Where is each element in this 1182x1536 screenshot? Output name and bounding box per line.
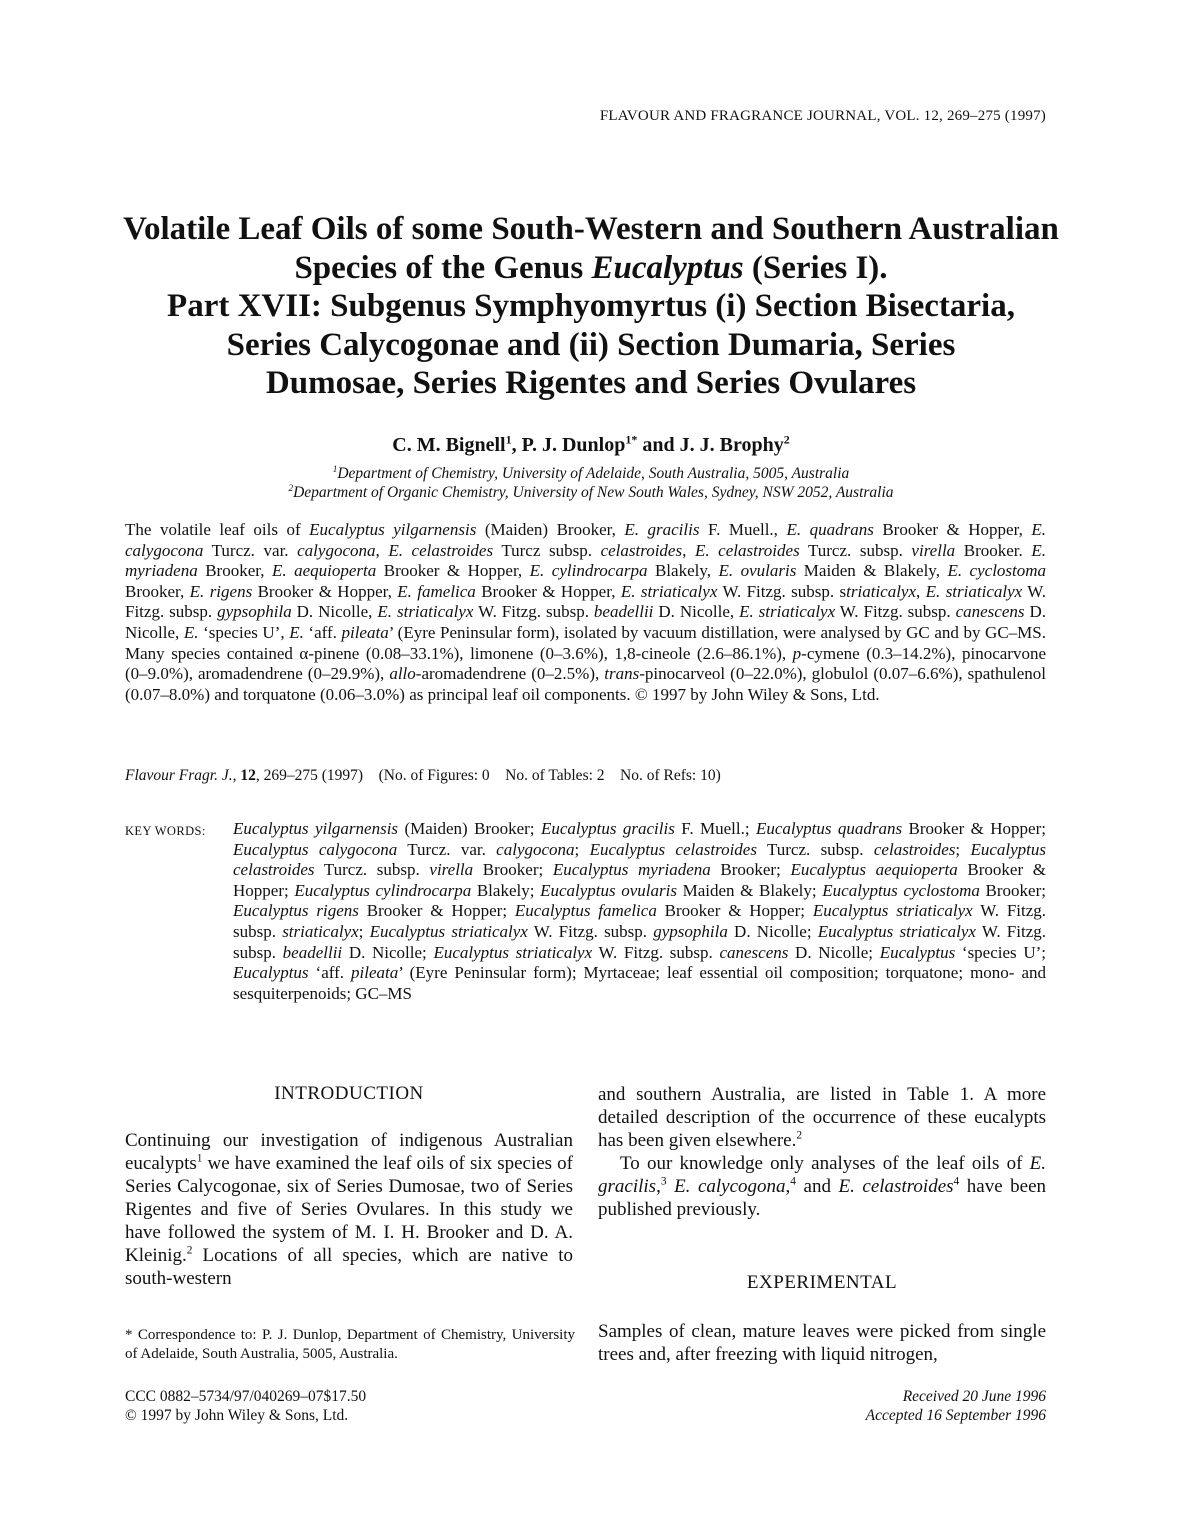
body-text: , — [785, 1176, 791, 1197]
italic-text: E. calygocona — [125, 520, 1046, 560]
title-line — [110, 249, 1072, 288]
italic-text: Eucalyptus famelica — [514, 901, 657, 921]
italic-text: E. gracilis — [598, 1153, 1046, 1197]
italic-text: beadellii — [282, 942, 343, 962]
italic-text: gypsophila — [653, 921, 728, 941]
italic-text: E. striaticalyx — [739, 602, 836, 622]
body-text: Maiden & Blakely; — [676, 880, 823, 900]
italic-text: calygocona — [297, 540, 376, 560]
italic-text: E. famelica — [397, 581, 476, 601]
italic-text: beadellii — [593, 602, 654, 622]
italic-text: Eucalyptus gracilis — [540, 819, 675, 838]
body-text: Brooker; — [979, 880, 1046, 900]
italic-text: virella — [911, 540, 956, 560]
body-text: Brooker & Hopper; — [358, 901, 515, 921]
experimental-heading: EXPERIMENTAL — [746, 1272, 898, 1293]
body-text — [667, 1176, 675, 1197]
italic-text: E. rigens — [189, 581, 253, 601]
body-text: D. Nicolle; — [727, 921, 818, 941]
italic-text: calygocona — [496, 839, 575, 859]
italic-text: Eucalyptus cyclostoma — [822, 880, 980, 900]
body-text: , — [682, 540, 695, 560]
body-text: D. Nicolle, — [125, 602, 1046, 642]
body-text: Turcz subsp. — [493, 540, 601, 560]
body-text: Brooker; — [710, 860, 791, 880]
title-line: Volatile Leaf Oils of some South-Western and Southern Australian — [123, 211, 1059, 247]
italic-text: Eucalyptus cylindrocarpa — [294, 880, 472, 900]
body-text: Blakely; — [471, 880, 541, 900]
copyright-block — [125, 1387, 366, 1425]
citation-journal: Flavour Fragr. J., — [125, 767, 237, 784]
body-text: ‘aff. — [303, 622, 342, 642]
italic-text: virella — [429, 860, 474, 880]
italic-text: Eucalyptus celastroides — [233, 839, 1046, 880]
body-text: F. Muell.; — [674, 819, 756, 838]
keywords-list — [233, 819, 1046, 1004]
reference-mark: 3 — [660, 1175, 667, 1188]
body-text: ; — [574, 839, 590, 859]
affiliation-mark: 2 — [288, 483, 294, 494]
italic-text: Eucalyptus celastroides — [589, 839, 757, 859]
body-text: W. Fitzg. subsp. — [835, 602, 956, 622]
italic-text: Eucalyptus yilgarnensis — [309, 520, 477, 539]
italic-text: E. quadrans — [786, 520, 874, 539]
body-text: Brooker, — [197, 561, 272, 581]
italic-text: trans — [604, 664, 640, 684]
body-text: D. Nicolle, — [653, 602, 740, 622]
body-text: D. Nicolle; — [342, 942, 434, 962]
italic-text: celastroides — [600, 540, 683, 560]
body-text: Brooker, — [125, 581, 190, 601]
body-text: -cymene (0.3–14.2%), pinocarvone (0–9.0%), aromadendrene (0–29.9%), — [125, 643, 1047, 684]
italic-text: p — [792, 643, 802, 663]
italic-text: Eucalyptus ovularis — [540, 880, 677, 900]
intro-paragraph-continued — [598, 1083, 1046, 1152]
italic-text: E. calycogona — [674, 1176, 786, 1197]
experimental-column — [598, 1320, 1046, 1366]
body-text: F. Muell., — [699, 520, 787, 539]
reference-mark: 4 — [953, 1175, 960, 1188]
italic-text: E. myriadena — [125, 540, 1047, 581]
body-text: Continuing our investigation of indigenous Australian eucalypts — [125, 1130, 573, 1174]
body-text: , — [916, 581, 926, 601]
keywords-block — [125, 819, 1046, 1004]
body-text: The volatile leaf oils of — [125, 520, 310, 539]
italic-text: E. cyclostoma — [947, 561, 1047, 581]
body-text: Turcz. subsp. — [799, 540, 912, 560]
author-name: C. M. Bignell — [392, 434, 506, 456]
italic-text: E. celastroides — [838, 1176, 954, 1197]
body-text: Brooker & Hopper, — [376, 561, 530, 581]
running-head: FLAVOUR AND FRAGRANCE JOURNAL, VOL. 12, 269–275 (1997) — [599, 108, 1046, 124]
italic-text: triaticalyx — [846, 581, 917, 601]
body-text: , — [656, 1176, 661, 1197]
body-text: W. Fitzg. subsp. — [125, 581, 1047, 622]
body-text: W. Fitzg. subsp. — [233, 901, 1047, 941]
body-text: (Maiden) Brooker, — [476, 520, 625, 539]
citation-details: , 269–275 (1997) (No. of Figures: 0 No. of Tables: 2 No. of Refs: 10) — [255, 767, 721, 784]
body-text: (Maiden) Brooker; — [398, 819, 541, 838]
article-title — [110, 210, 1072, 403]
copyright-line: © 1997 by John Wiley & Sons, Ltd. — [125, 1407, 349, 1424]
body-text: D. Nicolle, — [291, 602, 378, 622]
body-text: W. Fitzg. subsp. — [592, 942, 720, 962]
title-text: Species of the Genus — [294, 249, 592, 286]
reference-mark: 2 — [186, 1244, 193, 1257]
body-text: Turcz. subsp. — [314, 860, 430, 880]
correspondence-footnote: * Correspondence to: P. J. Dunlop, Department of Chemistry, University of Adelaide, South Australia, 5005, Australia. — [125, 1327, 575, 1362]
intro-paragraph-2 — [598, 1152, 1046, 1221]
affiliation-2 — [110, 484, 1072, 502]
reference-mark: 2 — [796, 1129, 803, 1142]
italic-text: E. ovularis — [718, 561, 797, 581]
body-text: , — [375, 540, 389, 560]
italic-text: Eucalyptus quadrans — [755, 819, 903, 838]
title-genus: Eucalyptus — [591, 249, 744, 286]
italic-text: celastroides — [873, 839, 956, 859]
abstract — [125, 520, 1046, 705]
italic-text: E. striaticalyx — [620, 581, 718, 601]
title-line: Dumosae, Series Rigentes and Series Ovulares — [265, 365, 917, 401]
affiliation-text: Department of Organic Chemistry, University of New South Wales, Sydney, NSW 2052, Australia — [293, 484, 894, 501]
body-text: D. Nicolle; — [788, 942, 880, 962]
italic-text: Eucalyptus yilgarnensis — [233, 819, 399, 838]
body-text: Brooker; — [473, 860, 553, 880]
body-text: we have examined the leaf oils of six species of Series Calycogonae, six of Series Dumosae, two of Series Rigentes and five of Series Ovulares. In this study we have followed the system of M. I. H. Brooker and D. A. Kleinig. — [125, 1153, 573, 1266]
italic-text: E. gracilis — [624, 520, 700, 539]
body-text: Locations of all species, which are native to south-western — [125, 1245, 573, 1289]
italic-text: Eucalyptus — [233, 963, 309, 983]
keywords-label: KEY WORDS: — [125, 824, 206, 838]
received-date: Received 20 June 1996 — [902, 1388, 1046, 1405]
italic-text: E. celastroides — [388, 540, 494, 560]
right-column-top — [598, 1083, 1046, 1221]
intro-paragraph — [125, 1129, 573, 1290]
italic-text: E. — [183, 622, 199, 642]
affiliation-1 — [110, 465, 1072, 483]
reference-mark: 1 — [196, 1152, 203, 1165]
author-affil-mark: 1 — [505, 432, 512, 447]
citation-line — [125, 767, 721, 785]
italic-text: striaticalyx — [282, 921, 359, 941]
title-line: Part XVII: Subgenus Symphyomyrtus (i) Section Bisectaria, — [167, 288, 1015, 324]
body-text: W. Fitzg. subsp. s — [717, 581, 847, 601]
italic-text: canescens — [719, 942, 789, 962]
received-dates — [866, 1387, 1046, 1425]
body-text: ‘aff. — [308, 963, 351, 983]
affiliation-text: Department of Chemistry, University of Adelaide, South Australia, 5005, Australia — [337, 465, 850, 482]
italic-text: E. cylindrocarpa — [529, 561, 648, 581]
body-text: Brooker & Hopper, — [252, 581, 398, 601]
italic-text: E. celastroides — [694, 540, 800, 560]
body-text: Brooker & Hopper, — [475, 581, 621, 601]
ccc-code: CCC 0882–5734/97/040269–07$17.50 — [125, 1388, 367, 1405]
body-text: Blakely, — [647, 561, 719, 581]
title-line: Series Calycogonae and (ii) Section Dumaria, Series — [226, 326, 956, 363]
body-text: ‘species U’; — [955, 942, 1046, 962]
body-text: ‘species U’, — [198, 622, 290, 642]
accepted-date: Accepted 16 September 1996 — [865, 1407, 1046, 1424]
intro-column — [125, 1129, 573, 1290]
reference-mark: 4 — [790, 1175, 796, 1188]
body-text: and southern Australia, are listed in Table 1. A more detailed description of the occurrence of these eucalypts has been given elsewhere. — [598, 1084, 1046, 1151]
italic-text: allo — [389, 664, 416, 684]
body-text: Brooker & Hopper; — [656, 901, 813, 921]
body-text: -pinocarveol (0–22.0%), globulol (0.07–6.6%), spathulenol (0.07–8.0%) and torquatone (0.06–3.0%) as principal leaf oil components. © 1997 by John Wiley & Sons, Ltd. — [125, 664, 1047, 704]
author-separator: and — [637, 434, 680, 456]
author-name: P. J. Dunlop — [521, 434, 626, 456]
body-text: W. Fitzg. subsp. — [233, 921, 1047, 962]
body-text: -aromadendrene (0–2.5%), — [415, 664, 605, 684]
italic-text: pileata — [351, 963, 399, 983]
body-text: Brooker & Hopper; — [902, 819, 1046, 838]
italic-text: pileata — [341, 622, 389, 642]
body-text: have been published previously. — [598, 1176, 1047, 1220]
body-text: Turcz. var. — [203, 540, 298, 560]
title-text: (Series I). — [743, 249, 888, 286]
body-text: ’ (Eyre Peninsular form), isolated by vacuum distillation, were analysed by GC and by GC–MS. Many species contained α-pinene (0.08–33.1%), limonene (0–3.6%), 1,8-cineole (2.6–86.1%), — [125, 622, 1046, 663]
body-text: ’ (Eyre Peninsular form); Myrtaceae; leaf essential oil composition; torquatone; mono- and sesquiterpenoids; GC–MS — [233, 963, 1046, 1003]
introduction-heading: INTRODUCTION — [274, 1083, 424, 1104]
italic-text: Eucalyptus striaticalyx — [812, 901, 973, 921]
experimental-paragraph: Samples of clean, mature leaves were picked from single trees and, after freezing with liquid nitrogen, — [598, 1321, 1046, 1365]
body-text: and — [796, 1176, 839, 1197]
body-text: W. Fitzg. subsp. — [527, 921, 654, 941]
citation-volume: 12 — [240, 767, 256, 784]
body-text: Turcz. var. — [397, 839, 497, 859]
body-text: Brooker & Hopper; — [233, 860, 1046, 900]
body-text: Maiden & Blakely, — [796, 561, 948, 581]
body-text: Brooker & Hopper, — [873, 520, 1032, 539]
italic-text: E. striaticalyx — [925, 581, 1023, 601]
author-affil-mark: 2 — [783, 432, 790, 447]
body-text: Brooker. — [955, 540, 1032, 560]
italic-text: Eucalyptus striaticalyx — [433, 942, 593, 962]
author-affil-mark: 1* — [625, 432, 638, 447]
italic-text: canescens — [955, 602, 1025, 622]
italic-text: E. aequioperta — [271, 561, 377, 581]
affiliation-mark: 1 — [332, 464, 338, 475]
italic-text: Eucalyptus striaticalyx — [369, 921, 528, 941]
italic-text: Eucalyptus — [879, 942, 956, 962]
author-list — [110, 434, 1072, 457]
body-text: W. Fitzg. subsp. — [473, 602, 594, 622]
author-separator: , — [511, 434, 522, 456]
italic-text: E. — [289, 622, 304, 642]
italic-text: Eucalyptus striaticalyx — [817, 921, 976, 941]
italic-text: Eucalyptus myriadena — [552, 860, 711, 880]
italic-text: gypsophila — [217, 602, 292, 622]
italic-text: Eucalyptus rigens — [233, 901, 359, 921]
body-text: To our knowledge only analyses of the leaf oils of — [620, 1153, 1030, 1174]
body-text: ; — [955, 839, 971, 859]
italic-text: Eucalyptus aequioperta — [790, 860, 958, 880]
italic-text: Eucalyptus calygocona — [233, 839, 398, 859]
body-text: ; — [358, 921, 370, 941]
italic-text: E. striaticalyx — [377, 602, 474, 622]
body-text: Turcz. subsp. — [756, 839, 874, 859]
author-name: J. J. Brophy — [679, 434, 784, 456]
